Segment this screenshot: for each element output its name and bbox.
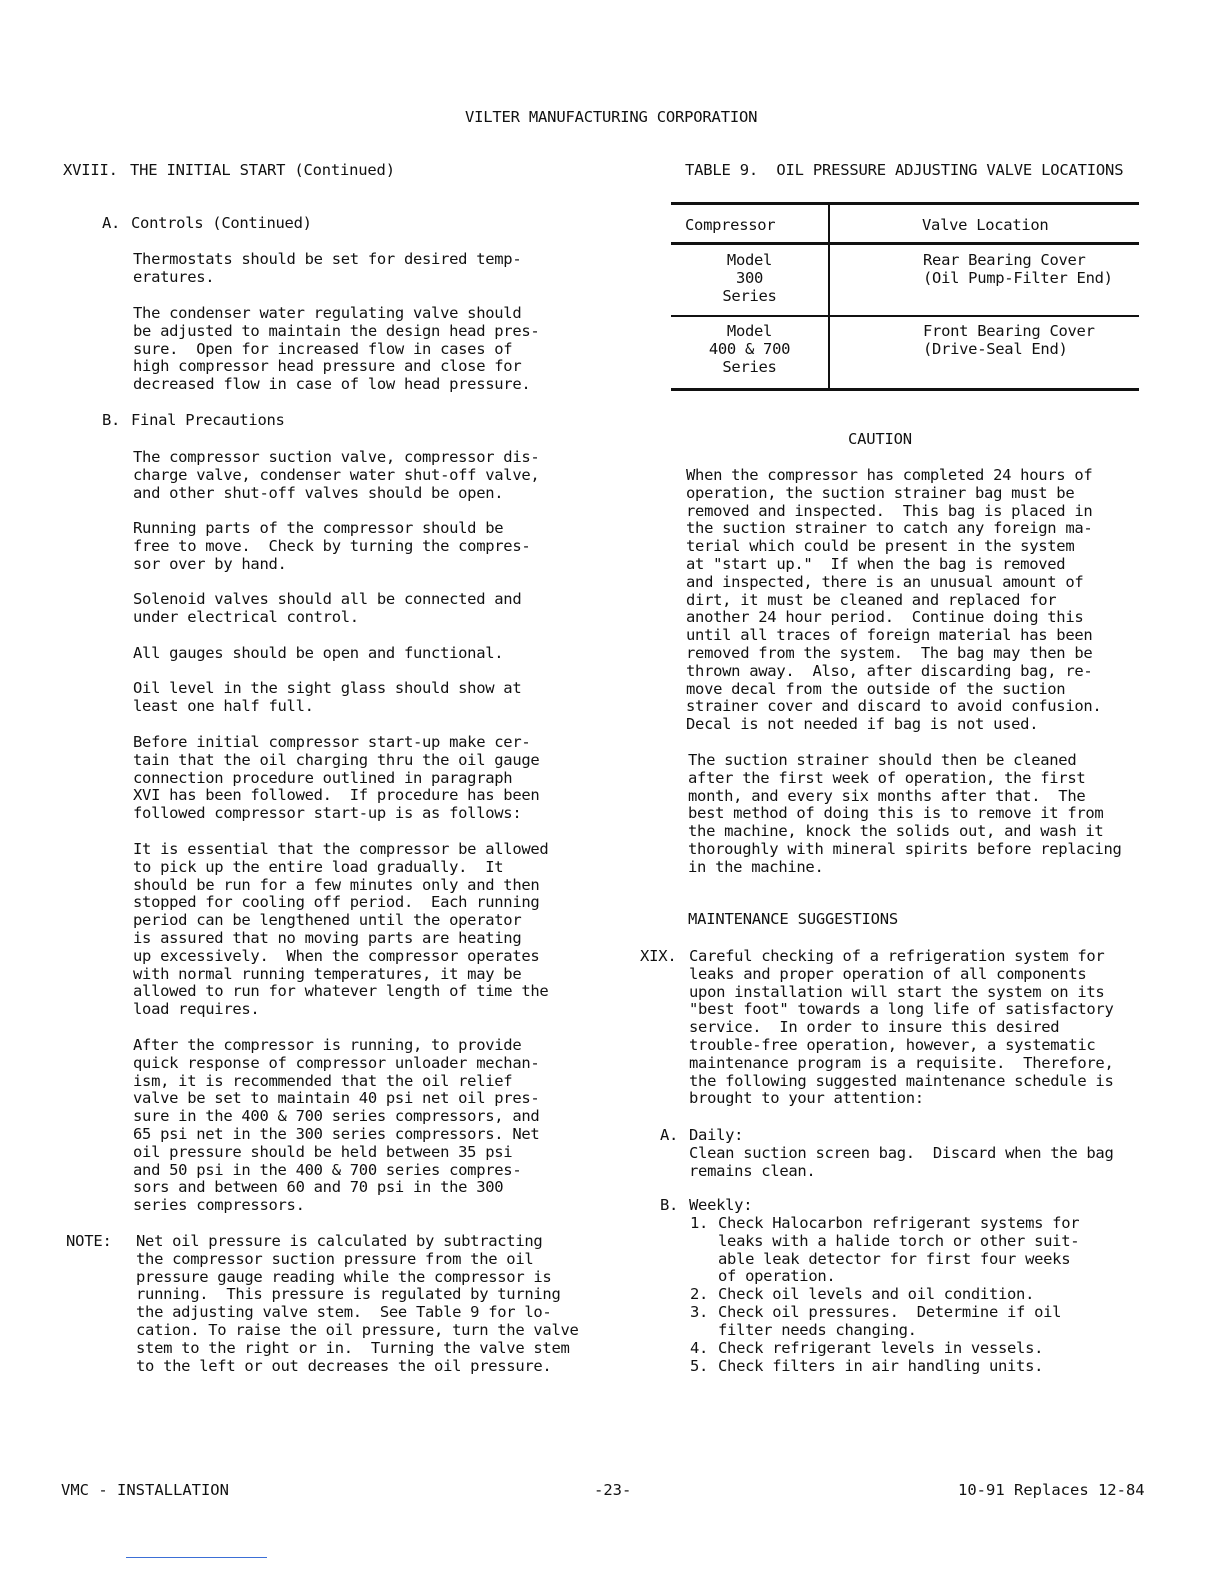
table-row-rule [671, 315, 1139, 317]
weekly-item-number: 1. [690, 1214, 709, 1232]
maintenance-paragraph: Careful checking of a refrigeration system for leaks and proper operation of all components upon installation will start the system on its "best foot" towards a long life of satisfactory service. In order to insure this desired trouble-free operation, however, a systematic maintenance program is a requisite. Therefore, the following suggested maintenance schedule is brought to your attention: [689, 947, 1114, 1108]
table-title: TABLE 9. OIL PRESSURE ADJUSTING VALVE LOCATIONS [685, 161, 1124, 179]
paragraph-solenoid: Solenoid valves should all be connected and under electrical control. [133, 590, 522, 626]
note-paragraph: Net oil pressure is calculated by subtracting the compressor suction pressure from the oil pressure gauge reading while the compressor is running. This pressure is regulated by turning the adjusting valve stem. See Table 9 for lo- cation. To raise the oil pressure, turn the valve stem to the right or in. Turning the valve stem to the left or out decreases the oil pressure. [136, 1232, 579, 1375]
maintenance-title: MAINTENANCE SUGGESTIONS [688, 910, 899, 928]
weekly-item: Check refrigerant levels in vessels. [718, 1339, 1044, 1357]
weekly-item-number: 2. [690, 1285, 709, 1303]
weekly-title: Weekly: [689, 1196, 753, 1214]
subsection-b-letter: B. [102, 411, 121, 429]
footer-revision: 10-91 Replaces 12-84 [958, 1481, 1145, 1499]
table-header-location: Valve Location [922, 216, 1049, 234]
weekly-item-number: 5. [690, 1357, 709, 1375]
daily-letter: A. [660, 1126, 679, 1144]
caution-paragraph: When the compressor has completed 24 hours of operation, the suction strainer bag must be removed and inspected. This bag is placed in the suction strainer to catch any foreign ma- terial which could be present in the system at "start up." If when the bag is removed and inspected, there is an unusual amount of dirt, it must be cleaned and replaced for another 24 hour period. Continue doing this until all traces of foreign material has been removed from the system. The bag may then be thrown away. Also, after discarding bag, re- move decal from the outside of the suction strainer cover and discard to avoid confusion. Decal is not needed if bag is not used. [686, 466, 1102, 734]
table-header-compressor: Compressor [685, 216, 776, 234]
table-row-location: Front Bearing Cover (Drive-Seal End) [923, 322, 1095, 358]
weekly-item-number: 4. [690, 1339, 709, 1357]
subsection-a-title: Controls (Continued) [131, 214, 312, 232]
daily-block: Daily: Clean suction screen bag. Discard when the bag remains clean. [689, 1126, 1114, 1180]
subsection-b-title: Final Precautions [131, 411, 285, 429]
section-title: THE INITIAL START (Continued) [130, 161, 395, 179]
weekly-item: Check oil pressures. Determine if oil filter needs changing. [718, 1303, 1062, 1339]
paragraph-shutoff-valves: The compressor suction valve, compressor dis- charge valve, condenser water shut-off valve, and other shut-off valves should be open. [133, 448, 540, 502]
section-number-xix: XIX. [640, 947, 677, 965]
company-header: VILTER MANUFACTURING CORPORATION [465, 108, 758, 126]
paragraph-gauges: All gauges should be open and functional. [133, 644, 504, 662]
weekly-item: Check oil levels and oil condition. [718, 1285, 1035, 1303]
paragraph-startup: Before initial compressor start-up make cer- tain that the oil charging thru the oil gauge connection procedure outlined in paragraph XVI has been followed. If procedure has been followed compressor start-up is as follows: [133, 733, 540, 823]
valve-location-table [671, 202, 1139, 391]
scan-underline-mark [126, 1557, 267, 1558]
table-row-compressor: Model 300 Series [722, 251, 777, 305]
weekly-letter: B. [660, 1196, 679, 1214]
paragraph-thermostats: Thermostats should be set for desired temp- eratures. [133, 250, 522, 286]
table-top-rule [671, 202, 1139, 205]
caution-title: CAUTION [848, 430, 912, 448]
table-header-rule [671, 242, 1139, 245]
footer-left: VMC - INSTALLATION [61, 1481, 229, 1499]
weekly-item: Check filters in air handling units. [718, 1357, 1044, 1375]
subsection-a-letter: A. [102, 214, 121, 232]
paragraph-running-parts: Running parts of the compressor should be free to move. Check by turning the compres- sor over by hand. [133, 519, 531, 573]
paragraph-load-gradually: It is essential that the compressor be allowed to pick up the entire load gradually. It should be run for a few minutes only and then stopped for cooling off period. Each running period can be lengthened until the operator is assured that no moving parts are heating up excessively. When the compressor operates with normal running temperatures, it may be allowed to run for whatever length of time the load requires. [133, 840, 549, 1019]
weekly-item: Check Halocarbon refrigerant systems for leaks with a halide torch or other suit- able leak detector for first four weeks of operation. [718, 1214, 1080, 1286]
note-label: NOTE: [66, 1232, 112, 1250]
table-row-compressor: Model 400 & 700 Series [708, 322, 791, 376]
paragraph-condenser-valve: The condenser water regulating valve should be adjusted to maintain the design head pres- sure. Open for increased flow in cases of high compressor head pressure and close for decreased flow in case of low head pressure. [133, 304, 540, 394]
section-number-xviii: XVIII. [63, 161, 118, 179]
weekly-item-number: 3. [690, 1303, 709, 1321]
table-bottom-rule [671, 388, 1139, 391]
paragraph-oil-relief: After the compressor is running, to provide quick response of compressor unloader mechan- ism, it is recommended that the oil relief valve be set to maintain 40 psi net oil pres- sure in the 400 & 700 series compressors, and 65 psi net in the 300 series compressors. Net oil pressure should be held between 35 psi and 50 psi in the 400 & 700 series compres- sors and between 60 and 70 psi in the 300 series compressors. [133, 1036, 540, 1215]
strainer-cleaning-paragraph: The suction strainer should then be cleaned after the first week of operation, the first month, and every six months after that. The best method of doing this is to remove it from the machine, knock the solids out, and wash it thoroughly with mineral spirits before replacing in the machine. [688, 751, 1122, 876]
paragraph-oil-level: Oil level in the sight glass should show at least one half full. [133, 679, 522, 715]
table-row-location: Rear Bearing Cover (Oil Pump-Filter End) [923, 251, 1113, 287]
page-number: -23- [594, 1481, 632, 1499]
